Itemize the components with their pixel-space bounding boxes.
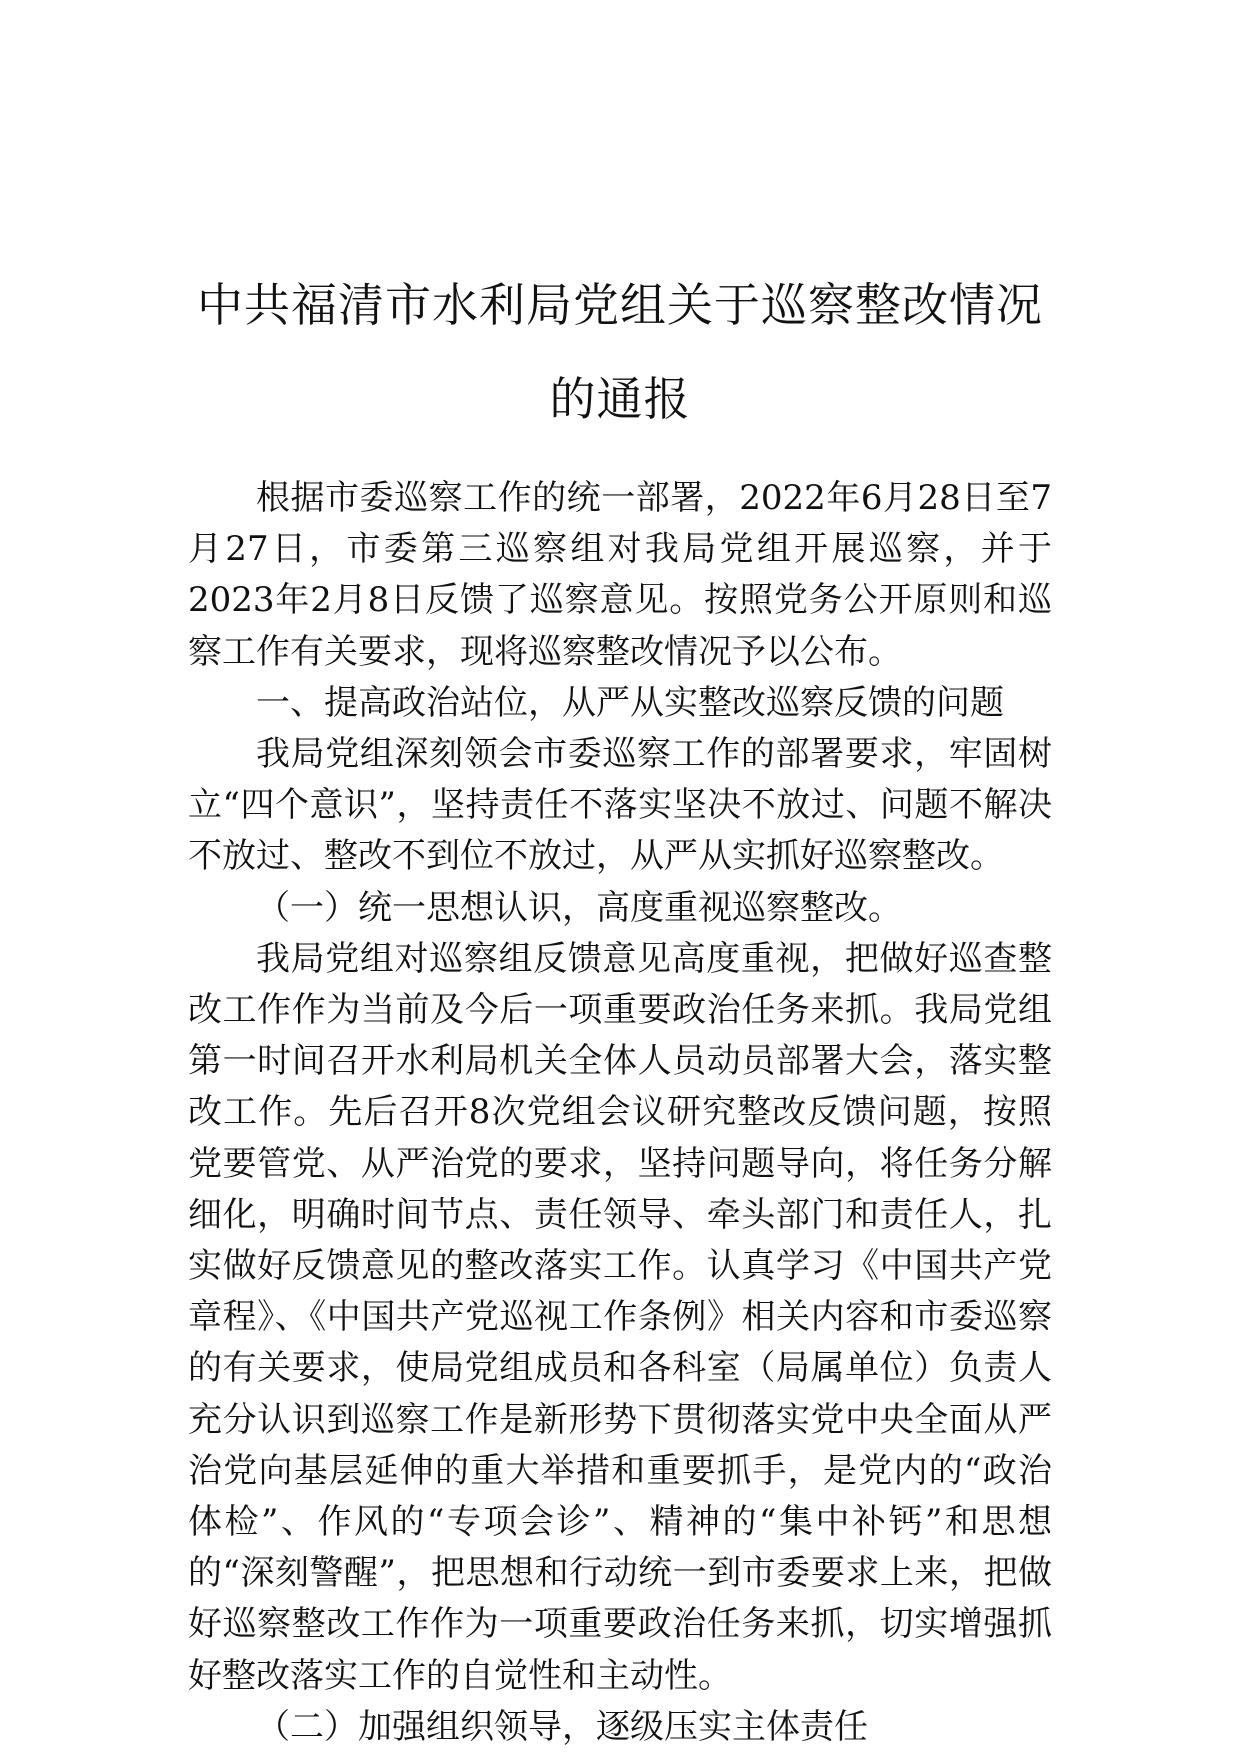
- paragraph-section-1: 我局党组深刻领会市委巡察工作的部署要求，牢固树立“四个意识”，坚持责任不落实坚决不放过、问题不解决不放过、整改不到位不放过，从严从实抓好巡察整改。: [188, 734, 1052, 877]
- title-line-1: 中共福清市水利局党组关于巡察整改情况: [197, 278, 1043, 332]
- title-line-2: 的通报: [549, 372, 691, 426]
- paragraph-subsection-1: 我局党组对巡察组反馈意见高度重视，把做好巡查整改工作作为当前及今后一项重要政治任务来抓。我局党组第一时间召开水利局机关全体人员动员部署大会，落实整改工作。先后召开8次党组会议研究整改反馈问题，按照党要管党、从严治党的要求，坚持问题导向，将任务分解细化，明确时间节点、责任领导、牵头部门和责任人，扎实做好反馈意见的整改落实工作。认真学习《中国共产党章程》、《中国共产党巡视工作条例》相关内容和市委巡察的有关要求，使局党组成员和各科室（局属单位）负责人充分认识到巡察工作是新形势下贯彻落实党中央全面从严治党向基层延伸的重大举措和重要抓手，是党内的“政治体检”、作风的“专项会诊”、精神的“集中补钙”和思想的“深刻警醒”，把思想和行动统一到市委要求上来，把做好巡察整改工作作为一项重要政治任务来抓，切实增强抓好整改落实工作的自觉性和主动性。: [188, 938, 1052, 1696]
- subsection-heading-2: （二）加强组织领导，逐级压实主体责任: [256, 1706, 868, 1747]
- section-heading-1: 一、提高政治站位，从严从实整改巡察反馈的问题: [256, 682, 1004, 723]
- paragraph-intro: 根据市委巡察工作的统一部署，2022年6月28日至7月27日，市委第三巡察组对我局党组开展巡察，并于2023年2月8日反馈了巡察意见。按照党务公开原则和巡察工作有关要求，现将巡察整改情况予以公布。: [188, 478, 1052, 672]
- document-title: [160, 258, 1080, 446]
- document-body: [188, 473, 1052, 1753]
- subsection-heading-1: （一）统一思想认识，高度重视巡察整改。: [256, 887, 902, 928]
